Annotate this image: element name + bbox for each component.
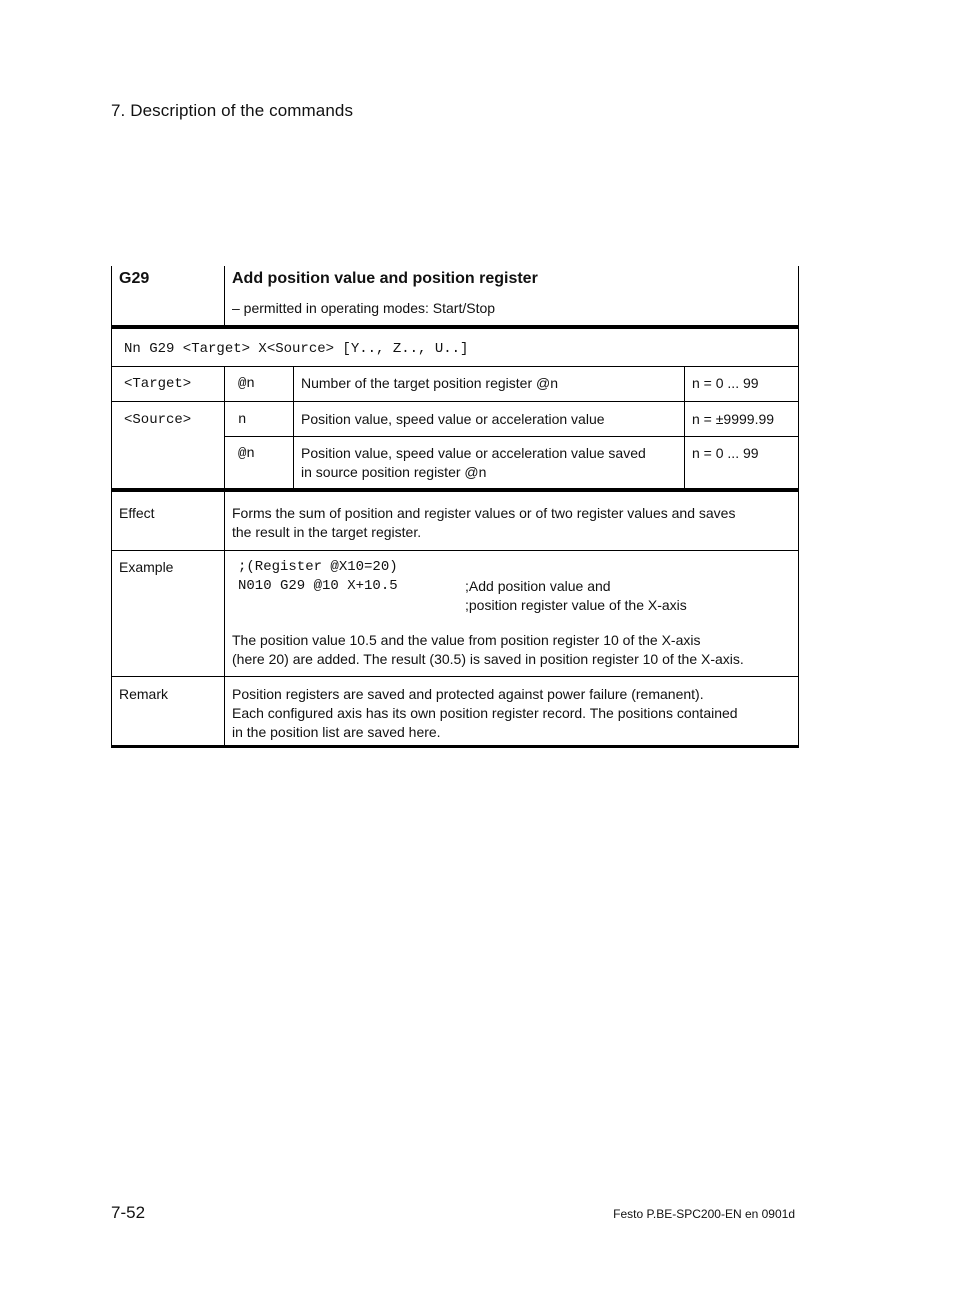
example-comment: ;Add position value and <box>465 578 611 594</box>
divider <box>112 550 798 551</box>
remark-line: Each configured axis has its own position register record. The positions contained <box>232 705 738 721</box>
param-description: Number of the target position register @n <box>301 375 559 391</box>
param-symbol: @n <box>238 376 255 392</box>
param-range: n = ±9999.99 <box>692 411 775 427</box>
syntax-line: Nn G29 <Target> X<Source> [Y.., Z.., U..] <box>124 341 469 357</box>
divider <box>293 367 294 492</box>
effect-line: Forms the sum of position and register values or of two register values and saves <box>232 505 736 521</box>
divider <box>224 436 798 437</box>
divider <box>224 367 225 492</box>
remark-line: Position registers are saved and protected against power failure (remanent). <box>232 686 704 702</box>
example-comment: ;position register value of the X-axis <box>465 597 687 613</box>
param-range: n = 0 ... 99 <box>692 445 759 461</box>
example-line: (here 20) are added. The result (30.5) is saved in position register 10 of the X-axis. <box>232 651 744 667</box>
divider <box>224 266 225 325</box>
example-label: Example <box>119 559 174 575</box>
effect-text <box>232 504 792 542</box>
divider <box>112 676 798 677</box>
remark-text <box>232 685 797 742</box>
param-symbol: n <box>238 412 247 428</box>
param-description: in source position register @n <box>301 464 487 480</box>
param-name: <Source> <box>124 412 192 428</box>
divider <box>224 492 225 745</box>
command-code: G29 <box>119 270 150 287</box>
syntax-table <box>111 329 799 492</box>
example-code-line: ;(Register @X10=20) <box>238 559 398 575</box>
page-number: 7-52 <box>111 1203 146 1222</box>
example-explanation <box>232 631 797 669</box>
document-id: Festo P.BE-SPC200-EN en 0901d <box>613 1207 795 1221</box>
divider <box>684 367 685 492</box>
command-header <box>111 266 799 329</box>
param-description: Position value, speed value or acceleration value saved <box>301 445 646 461</box>
description-table <box>111 492 799 748</box>
remark-label: Remark <box>119 686 169 702</box>
example-line: The position value 10.5 and the value from position register 10 of the X-axis <box>232 632 701 648</box>
table-row <box>112 367 798 402</box>
remark-line: in the position list are saved here. <box>232 724 441 740</box>
chapter-heading: 7. Description of the commands <box>111 101 354 120</box>
param-symbol: @n <box>238 446 255 462</box>
effect-label: Effect <box>119 505 155 521</box>
param-name: <Target> <box>124 376 192 392</box>
example-code-line: N010 G29 @10 X+10.5 <box>238 578 398 594</box>
operating-modes: – permitted in operating modes: Start/Stop <box>232 300 496 316</box>
param-description: Position value, speed value or acceleration value <box>301 411 605 427</box>
effect-line: the result in the target register. <box>232 524 422 540</box>
param-range: n = 0 ... 99 <box>692 375 759 391</box>
syntax-row <box>112 329 798 367</box>
command-title: Add position value and position register <box>232 270 538 287</box>
